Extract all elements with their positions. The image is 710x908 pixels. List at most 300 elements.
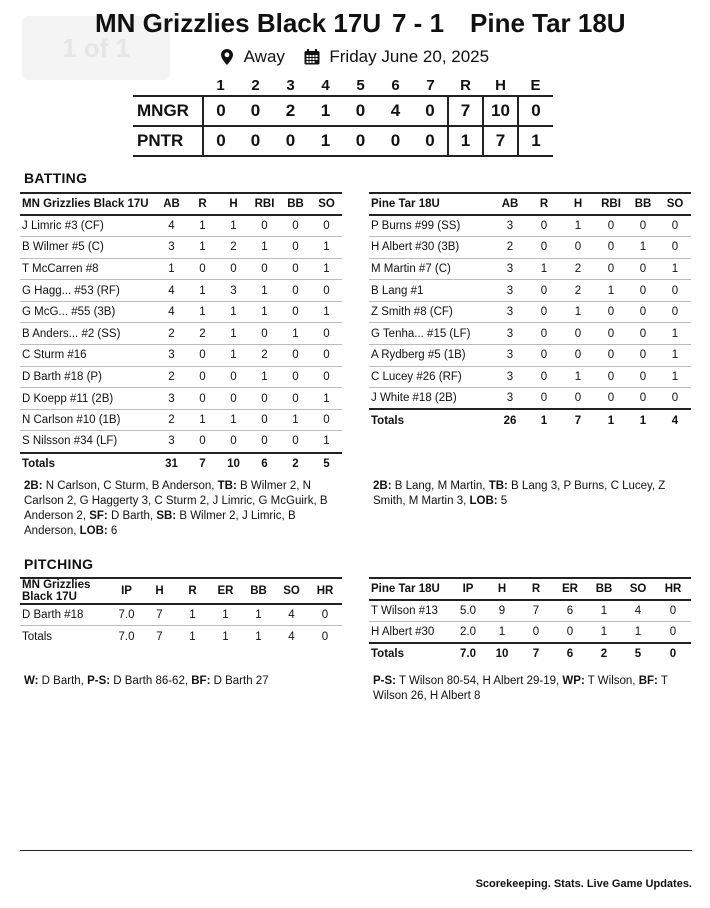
pitching-notes-away [373, 674, 693, 704]
total-runs: 1 [448, 126, 483, 156]
calendar-icon [304, 49, 320, 65]
stat-value: 1 [209, 604, 242, 626]
stat-value: 0 [311, 215, 342, 237]
stat-value: 1 [595, 280, 627, 302]
stat-value: 0 [659, 388, 691, 410]
inning-score: 0 [238, 126, 273, 156]
total-hits: 10 [483, 96, 518, 126]
stat-value: 3 [156, 388, 187, 410]
stat-value: 1 [627, 237, 659, 259]
column-header: R [187, 193, 218, 215]
stat-value: 3 [493, 323, 527, 345]
batting-section-title: BATTING [24, 170, 88, 186]
column-header: SO [311, 193, 342, 215]
total-value: 4 [659, 409, 691, 431]
column-header: ER [553, 578, 587, 600]
note-label: 2B: [373, 480, 392, 492]
player-name: J Limric #3 (CF) [20, 215, 156, 237]
stat-value: 3 [493, 258, 527, 280]
stat-value: 1 [218, 345, 249, 367]
total-hits: 7 [483, 126, 518, 156]
total-runs: 7 [448, 96, 483, 126]
note-text: D Barth, [107, 510, 157, 522]
stat-value: 0 [527, 366, 561, 388]
batting-table-away [369, 192, 691, 431]
inning-header: 6 [391, 77, 400, 94]
stat-value: 2 [561, 280, 595, 302]
stat-value: 7 [143, 604, 176, 626]
stat-value: 1 [659, 366, 691, 388]
total-value: 4 [288, 630, 295, 643]
total-value: 5 [621, 643, 655, 665]
note-label: 2B: [24, 480, 43, 492]
stat-value: 0 [249, 258, 280, 280]
stat-value: 1 [527, 258, 561, 280]
note-text: D Barth 86-62, [110, 675, 192, 687]
stat-value: 0 [595, 215, 627, 237]
table-row [20, 431, 342, 453]
totals-row [369, 643, 691, 665]
stat-value: 6 [553, 600, 587, 622]
player-name: B Lang #1 [369, 280, 493, 302]
stat-value: 0 [249, 388, 280, 410]
stat-value: 0 [659, 215, 691, 237]
table-row [369, 258, 691, 280]
table-row [369, 388, 691, 410]
inning-header: 7 [426, 77, 435, 94]
total-value: 2 [280, 453, 311, 475]
stat-value: 0 [280, 345, 311, 367]
column-header: HR [655, 578, 691, 600]
pitching-notes-home [24, 674, 342, 689]
note-text: D Barth, [38, 675, 88, 687]
table-row [20, 409, 342, 431]
team-header: Pine Tar 18U [369, 193, 493, 215]
stat-value: 0 [218, 366, 249, 388]
total-value: 7 [156, 630, 163, 643]
stat-value: 1 [311, 258, 342, 280]
stats-header-row [20, 578, 342, 604]
column-header: BB [627, 193, 659, 215]
stat-value: 0 [561, 323, 595, 345]
note-label: SF: [89, 510, 108, 522]
stat-value: 0 [595, 237, 627, 259]
inning-header: 1 [216, 77, 225, 94]
stat-value: 0 [655, 600, 691, 622]
note-label: BF: [191, 675, 211, 687]
stat-value: 2 [156, 366, 187, 388]
note-text: 5 [497, 495, 508, 507]
player-name: N Carlson #10 (1B) [20, 409, 156, 431]
table-row [20, 215, 342, 237]
stat-value: 1 [187, 301, 218, 323]
note-label: SB: [156, 510, 177, 522]
stat-value: 1 [187, 215, 218, 237]
total-value: 1 [255, 630, 262, 643]
batting-table-home [20, 192, 342, 474]
stat-value: 1 [187, 280, 218, 302]
totals-label: Totals [369, 643, 451, 665]
total-value: 5 [311, 453, 342, 475]
stat-value: 0 [280, 301, 311, 323]
linescore-header-row [133, 76, 553, 96]
player-name: B Anders... #2 (SS) [20, 323, 156, 345]
stat-value: 1 [218, 215, 249, 237]
player-name: A Rydberg #5 (1B) [369, 345, 493, 367]
inning-score: 0 [273, 126, 308, 156]
stat-value: 4 [156, 280, 187, 302]
player-name: G McG... #55 (3B) [20, 301, 156, 323]
column-header: H [143, 578, 176, 604]
stat-value: 0 [553, 622, 587, 644]
stat-value: 0 [280, 280, 311, 302]
stat-value: 0 [627, 323, 659, 345]
note-text: B Wilmer 2, N Carlson 2, G Haggerty 3, C Sturm 2, J Limric, G McGuirk, B Anderson 2, [24, 480, 328, 522]
column-header: AB [156, 193, 187, 215]
totals-label: Totals [22, 630, 53, 643]
stat-value: 3 [493, 345, 527, 367]
inning-score: 0 [238, 96, 273, 126]
stat-value: 0 [527, 388, 561, 410]
stat-value: 1 [311, 301, 342, 323]
column-header: BB [242, 578, 275, 604]
inning-header: 2 [251, 77, 260, 94]
note-label: LOB: [79, 525, 108, 537]
stat-value: 0 [595, 301, 627, 323]
hits-header: H [495, 77, 506, 94]
stat-value: 0 [249, 431, 280, 453]
note-text: B Lang, M Martin, [391, 480, 489, 492]
column-header: SO [621, 578, 655, 600]
stat-value: 1 [311, 237, 342, 259]
game-header [0, 8, 710, 42]
total-value: 1 [627, 409, 659, 431]
inning-score: 0 [343, 96, 378, 126]
table-row [369, 366, 691, 388]
stat-value: 1 [218, 301, 249, 323]
stat-value: 0 [249, 323, 280, 345]
column-header: ER [209, 578, 242, 604]
stat-value: 0 [595, 258, 627, 280]
note-text: B Wilmer 2, J Limric, B Anderson, [24, 510, 296, 537]
table-row [369, 301, 691, 323]
stat-value: 0 [527, 280, 561, 302]
column-header: AB [493, 193, 527, 215]
stat-value: 1 [280, 409, 311, 431]
stat-value: 1 [249, 366, 280, 388]
stat-value: 0 [627, 258, 659, 280]
stat-value: 1 [587, 622, 621, 644]
stat-value: 7 [519, 600, 553, 622]
stat-value: 0 [311, 345, 342, 367]
stat-value: 0 [659, 301, 691, 323]
column-header: SO [659, 193, 691, 215]
inning-score: 0 [203, 96, 238, 126]
stats-header-row [369, 193, 691, 215]
final-score: 7 - 1 [392, 8, 445, 38]
stat-value: 0 [249, 215, 280, 237]
stat-value: 0 [527, 237, 561, 259]
footer-tagline: Scorekeeping. Stats. Live Game Updates. [475, 878, 692, 890]
stat-value: 1 [561, 215, 595, 237]
note-label: WP: [562, 675, 585, 687]
inning-header: 5 [356, 77, 365, 94]
stat-value: 0 [249, 409, 280, 431]
stat-value: 0 [627, 280, 659, 302]
table-row [20, 604, 342, 626]
stat-value: 0 [595, 323, 627, 345]
stat-value: 3 [493, 280, 527, 302]
stat-value: 1 [561, 301, 595, 323]
stat-value: 2 [187, 323, 218, 345]
column-header: R [527, 193, 561, 215]
stat-value: 3 [156, 431, 187, 453]
totals-row [20, 453, 342, 475]
stat-value: 0 [627, 345, 659, 367]
inning-score: 0 [378, 126, 413, 156]
stat-value: 9 [485, 600, 519, 622]
inning-score: 0 [413, 96, 448, 126]
linescore-row-away [133, 126, 553, 156]
note-label: BF: [638, 675, 658, 687]
column-header: IP [451, 578, 485, 600]
stat-value: 3 [493, 301, 527, 323]
inning-score: 1 [308, 96, 343, 126]
stat-value: 0 [519, 622, 553, 644]
team-header: MN Grizzlies Black 17U [20, 578, 110, 604]
column-header: HR [308, 578, 342, 604]
batting-notes-away [373, 479, 693, 509]
stat-value: 1 [249, 301, 280, 323]
note-label: TB: [488, 480, 508, 492]
total-value: 31 [156, 453, 187, 475]
stat-value: 1 [187, 409, 218, 431]
stat-value: 0 [595, 388, 627, 410]
table-row [20, 258, 342, 280]
stat-value: 1 [187, 237, 218, 259]
total-value: 1 [527, 409, 561, 431]
table-row [369, 600, 691, 622]
stat-value: 1 [242, 604, 275, 626]
column-header: R [519, 578, 553, 600]
pitching-section-title: PITCHING [24, 556, 94, 572]
total-value: 2 [587, 643, 621, 665]
stat-value: 7.0 [110, 604, 143, 626]
stat-value: 0 [527, 323, 561, 345]
player-name: M Martin #7 (C) [369, 258, 493, 280]
column-header: H [485, 578, 519, 600]
stat-value: 0 [187, 258, 218, 280]
location-text: Away [243, 46, 285, 66]
player-name: D Barth #18 (P) [20, 366, 156, 388]
runs-header: R [460, 77, 471, 94]
stat-value: 0 [659, 280, 691, 302]
stat-value: 0 [595, 345, 627, 367]
note-text: T Wilson, [584, 675, 639, 687]
inning-score: 4 [378, 96, 413, 126]
note-label: P-S: [373, 675, 396, 687]
table-row [369, 215, 691, 237]
total-value: 1 [189, 630, 196, 643]
game-date: Friday June 20, 2025 [329, 46, 490, 66]
total-value: 7 [561, 409, 595, 431]
total-value: 1 [595, 409, 627, 431]
linescore-table [133, 76, 553, 157]
stat-value: 0 [595, 366, 627, 388]
table-row [369, 237, 691, 259]
player-name: T McCarren #8 [20, 258, 156, 280]
stat-value: 0 [527, 345, 561, 367]
game-counter-badge: 1 of 1 [22, 16, 170, 80]
table-row [369, 622, 691, 644]
stat-value: 0 [627, 366, 659, 388]
stat-value: 1 [587, 600, 621, 622]
team-header: Pine Tar 18U [369, 578, 451, 600]
table-row [20, 301, 342, 323]
stat-value: 1 [249, 237, 280, 259]
home-team-name: MN Grizzlies Black 17U [95, 8, 382, 38]
player-name: J White #18 (2B) [369, 388, 493, 410]
stat-value: 0 [280, 431, 311, 453]
stat-value: 0 [218, 388, 249, 410]
table-row [20, 280, 342, 302]
table-row [369, 280, 691, 302]
stat-value: 1 [280, 323, 311, 345]
stat-value: 4 [275, 604, 308, 626]
stat-value: 0 [187, 345, 218, 367]
stat-value: 2 [561, 258, 595, 280]
total-value: 0 [655, 643, 691, 665]
away-team-name: Pine Tar 18U [470, 8, 626, 38]
stat-value: 0 [218, 258, 249, 280]
note-text: N Carlson, C Sturm, B Anderson, [42, 480, 218, 492]
note-text: T Wilson 26, H Albert 8 [373, 675, 668, 702]
totals-row [20, 626, 342, 648]
total-errors: 0 [518, 96, 553, 126]
stat-value: 2 [493, 237, 527, 259]
linescore-team: MNGR [133, 96, 203, 126]
team-header: MN Grizzlies Black 17U [20, 193, 156, 215]
stat-value: 3 [493, 388, 527, 410]
table-row [20, 237, 342, 259]
player-name: G Hagg... #53 (RF) [20, 280, 156, 302]
table-row [20, 323, 342, 345]
inning-header: 4 [321, 77, 330, 94]
player-name: Z Smith #8 (CF) [369, 301, 493, 323]
stat-value: 3 [493, 366, 527, 388]
table-row [20, 366, 342, 388]
total-value: 10 [485, 643, 519, 665]
inning-score: 2 [273, 96, 308, 126]
player-name: C Sturm #16 [20, 345, 156, 367]
stat-value: 1 [485, 622, 519, 644]
stat-value: 0 [627, 388, 659, 410]
stat-value: 2 [249, 345, 280, 367]
inning-score: 0 [413, 126, 448, 156]
stat-value: 4 [156, 215, 187, 237]
stat-value: 0 [311, 366, 342, 388]
table-row [20, 388, 342, 410]
player-name: P Burns #99 (SS) [369, 215, 493, 237]
column-header: BB [587, 578, 621, 600]
batting-notes-home [24, 479, 342, 539]
column-header: H [561, 193, 595, 215]
stat-value: 1 [249, 280, 280, 302]
total-value: 6 [249, 453, 280, 475]
stat-value: 0 [561, 345, 595, 367]
stat-value: 0 [218, 431, 249, 453]
errors-header: E [530, 77, 541, 94]
total-value: 7.0 [118, 630, 135, 643]
stat-value: 2 [156, 323, 187, 345]
inning-score: 0 [203, 126, 238, 156]
stat-value: 0 [627, 215, 659, 237]
stat-value: 2 [218, 237, 249, 259]
stat-value: 0 [311, 409, 342, 431]
note-label: P-S: [87, 675, 111, 687]
total-value: 10 [218, 453, 249, 475]
inning-score: 0 [343, 126, 378, 156]
column-header: R [176, 578, 209, 604]
stat-value: 0 [308, 604, 342, 626]
stat-value: 5.0 [451, 600, 485, 622]
total-value: 7 [187, 453, 218, 475]
inning-score: 1 [308, 126, 343, 156]
total-value: 7 [519, 643, 553, 665]
linescore-team-header [133, 76, 203, 96]
stat-value: 3 [156, 237, 187, 259]
stat-value: 0 [655, 622, 691, 644]
player-name: D Barth #18 [20, 604, 110, 626]
stat-value: 0 [187, 388, 218, 410]
stat-value: 0 [280, 258, 311, 280]
totals-label: Totals [20, 453, 156, 475]
column-header: BB [280, 193, 311, 215]
player-name: S Nilsson #34 (LF) [20, 431, 156, 453]
stat-value: 1 [621, 622, 655, 644]
note-text: D Barth 27 [210, 675, 269, 687]
total-value: 1 [222, 630, 229, 643]
note-label: W: [24, 675, 39, 687]
stat-value: 0 [659, 237, 691, 259]
table-row [20, 345, 342, 367]
stat-value: 1 [218, 323, 249, 345]
location-pin-icon [221, 49, 233, 65]
note-text: 6 [107, 525, 118, 537]
stat-value: 1 [311, 431, 342, 453]
stat-value: 0 [527, 301, 561, 323]
stat-value: 0 [280, 215, 311, 237]
total-value: 0 [321, 630, 329, 643]
player-name: H Albert #30 (3B) [369, 237, 493, 259]
stat-value: 0 [561, 388, 595, 410]
inning-header: 3 [286, 77, 295, 94]
note-text: T Wilson 80-54, H Albert 29-19, [396, 675, 563, 687]
totals-row [369, 409, 691, 431]
stat-value: 1 [218, 409, 249, 431]
stat-value: 2.0 [451, 622, 485, 644]
stat-value: 0 [187, 431, 218, 453]
stat-value: 3 [218, 280, 249, 302]
stats-header-row [20, 193, 342, 215]
note-label: TB: [217, 480, 237, 492]
column-header: RBI [249, 193, 280, 215]
stat-value: 0 [280, 237, 311, 259]
stat-value: 0 [527, 215, 561, 237]
stat-value: 3 [493, 215, 527, 237]
total-value: 6 [553, 643, 587, 665]
footer-divider [20, 850, 692, 851]
